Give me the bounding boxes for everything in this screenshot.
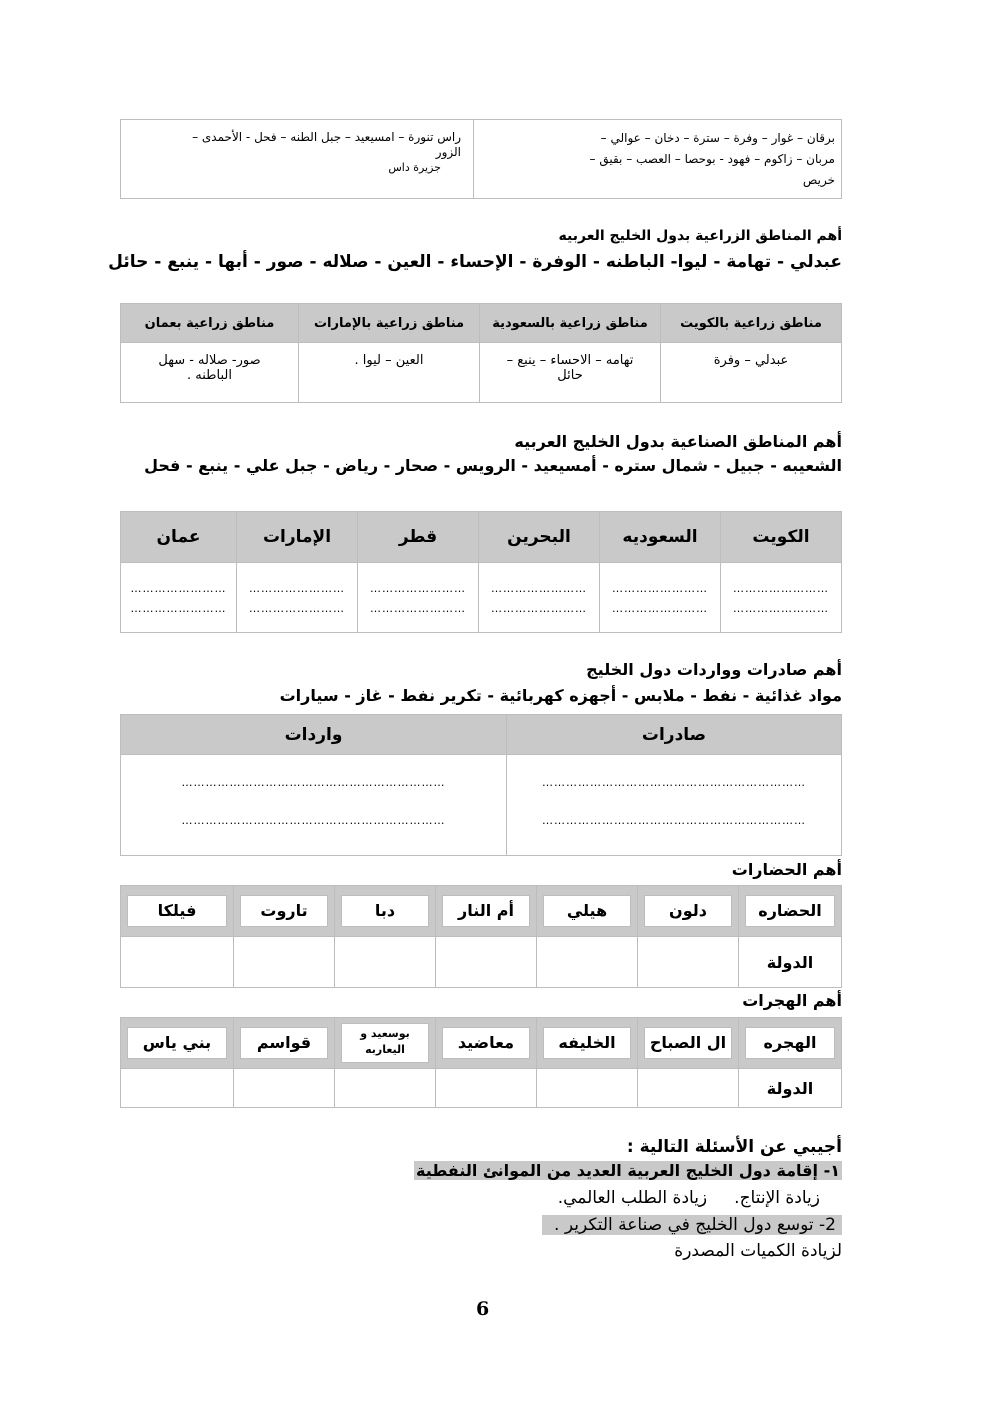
civilizations-table [120, 885, 842, 988]
oil-fields-right-cell [474, 120, 842, 199]
oil-fields-left-line: جزيرة داس [388, 161, 441, 174]
agri-header: مناطق زراعية بالسعودية [480, 304, 661, 343]
trade-header-exports: صادرات [507, 715, 842, 755]
dotted-line: ………………………………………………………… [542, 814, 806, 827]
civ-label-cell [335, 886, 436, 937]
mig-label: قواسم [240, 1027, 328, 1059]
agri-heading: أهم المناطق الزراعية بدول الخليج العربيه [558, 228, 842, 244]
dotted-line: …………………… [612, 581, 708, 595]
industrial-answer-cell [358, 563, 479, 633]
civilizations-heading: أهم الحضارات [731, 860, 842, 879]
mig-answer-cell [436, 1069, 537, 1108]
agri-value: تهامه – الاحساء – ينبع – حائل [480, 343, 661, 403]
civ-label: أم النار [442, 895, 530, 927]
mig-label: الخليفه [543, 1027, 631, 1059]
agri-header: مناطق زراعية بالكويت [661, 304, 842, 343]
industrial-answer-cell [721, 563, 842, 633]
civ-label: الحضاره [745, 895, 835, 927]
agri-value: عبدلي – وفرة [661, 343, 842, 403]
mig-label: ال الصباح [644, 1027, 732, 1059]
dotted-line: …………………… [249, 581, 345, 595]
civ-label: فيلكا [127, 895, 227, 927]
mig-label-cell [537, 1018, 638, 1069]
industrial-header: البحرين [479, 512, 600, 563]
oil-fields-table [120, 119, 842, 199]
civ-answer-cell [436, 937, 537, 988]
imports-answer-cell [121, 755, 507, 856]
industrial-answer-cell [600, 563, 721, 633]
industrial-header: قطر [358, 512, 479, 563]
agri-value: صور- صلاله - سهل الباطنه . [121, 343, 299, 403]
industrial-list: الشعيبه - جبيل - شمال ستره - أمسيعيد - الرويس - صحار - رياض - جبل علي - ينبع - فحل [144, 456, 842, 475]
trade-list: مواد غذائية - نفط - ملابس - أجهزه كهربائية - تكرير نفط - غاز - سيارات [279, 686, 842, 705]
industrial-answer-cell [121, 563, 237, 633]
agri-header: مناطق زراعية بعمان [121, 304, 299, 343]
dotted-line: …………………… [130, 581, 227, 595]
trade-header-imports: واردات [121, 715, 507, 755]
dotted-line: …………………… [733, 581, 829, 595]
industrial-table [120, 511, 842, 633]
civ-answer-cell [638, 937, 739, 988]
mig-label-cell [436, 1018, 537, 1069]
civ-label-cell [436, 886, 537, 937]
industrial-header: السعوديه [600, 512, 721, 563]
trade-table [120, 714, 842, 856]
civ-label-cell [234, 886, 335, 937]
exports-answer-cell [507, 755, 842, 856]
mig-label: بني ياس [127, 1027, 227, 1059]
civ-label-cell [638, 886, 739, 937]
oil-fields-right-line: خريص [802, 173, 835, 187]
mig-label-cell [234, 1018, 335, 1069]
industrial-heading: أهم المناطق الصناعية بدول الخليج العربيه [514, 432, 842, 451]
dotted-line: ………………………………………………………… [181, 814, 446, 827]
mig-answer-cell [537, 1069, 638, 1108]
oil-fields-left-line: راس تنورة – امسيعيد – جبل الطنه – فحل - الأحمدى – [192, 130, 461, 144]
mig-label: الهجره [745, 1027, 835, 1059]
dotted-line: …………………… [491, 581, 587, 595]
industrial-header: الإمارات [237, 512, 358, 563]
civ-label: هيلي [543, 895, 631, 927]
dotted-line: …………………… [370, 601, 466, 615]
industrial-header: الكويت [721, 512, 842, 563]
dotted-line: …………………… [733, 601, 829, 615]
civ-answer-cell [537, 937, 638, 988]
dotted-line: ………………………………………………………… [542, 776, 806, 789]
answer-1: زيادة الإنتاج. زيادة الطلب العالمي. [557, 1188, 820, 1208]
dotted-line: …………………… [491, 601, 587, 615]
civ-label-cell [121, 886, 234, 937]
oil-fields-right-line: مربان – زاكوم – فهود - بوحصا – العصب – بقيق – [589, 152, 835, 166]
dotted-line: ………………………………………………………… [181, 776, 446, 789]
migrations-table [120, 1017, 842, 1108]
dotted-line: …………………… [249, 601, 345, 615]
dotted-line: …………………… [612, 601, 708, 615]
civ-answer-cell [335, 937, 436, 988]
mig-answer-cell [234, 1069, 335, 1108]
mig-answer-cell [121, 1069, 234, 1108]
industrial-answer-cell [479, 563, 600, 633]
agri-value: العين – ليوا . [299, 343, 480, 403]
civ-label: دلون [644, 895, 732, 927]
trade-heading: أهم صادرات وواردات دول الخليج [586, 660, 842, 679]
dotted-line: …………………… [370, 581, 466, 595]
answer-2: لزيادة الكميات المصدرة [674, 1241, 842, 1261]
mig-label-cell [335, 1018, 436, 1069]
oil-fields-left-cell [121, 120, 474, 199]
questions-heading: أجيبي عن الأسئلة التالية : [626, 1137, 842, 1157]
industrial-header: عمان [121, 512, 237, 563]
civ-row-label: الدولة [739, 937, 842, 988]
agri-header: مناطق زراعية بالإمارات [299, 304, 480, 343]
question-1: ١- إقامة دول الخليج العربية العديد من الموانئ النفطية [415, 1161, 840, 1180]
dotted-line: …………………… [130, 601, 227, 615]
question-2: 2- توسع دول الخليج في صناعة التكرير . [542, 1215, 842, 1235]
mig-label-cell [121, 1018, 234, 1069]
mig-label-cell [638, 1018, 739, 1069]
civ-label: تاروت [240, 895, 328, 927]
mig-answer-cell [638, 1069, 739, 1108]
civ-label-cell [537, 886, 638, 937]
mig-label-cell [739, 1018, 842, 1069]
agri-list: عبدلي - تهامة - ليوا- الباطنه - الوفرة - الإحساء - العين - صلاله - صور - أبها - ينبع - حائل [108, 252, 842, 272]
civ-label-cell [739, 886, 842, 937]
page-number: 6 [476, 1298, 490, 1320]
mig-row-label: الدولة [739, 1069, 842, 1108]
agri-table [120, 303, 842, 403]
mig-answer-cell [335, 1069, 436, 1108]
migrations-heading: أهم الهجرات [742, 991, 842, 1010]
civ-answer-cell [121, 937, 234, 988]
industrial-answer-cell [237, 563, 358, 633]
mig-label: معاضيد [442, 1027, 530, 1059]
mig-label: بوسعيد و اليعاربه [341, 1023, 429, 1063]
civ-answer-cell [234, 937, 335, 988]
oil-fields-left-line: الزور [435, 145, 461, 159]
oil-fields-right-line: برقان – غوار – وفرة – سترة – دخان – عوالي – [600, 131, 835, 145]
civ-label: دبا [341, 895, 429, 927]
